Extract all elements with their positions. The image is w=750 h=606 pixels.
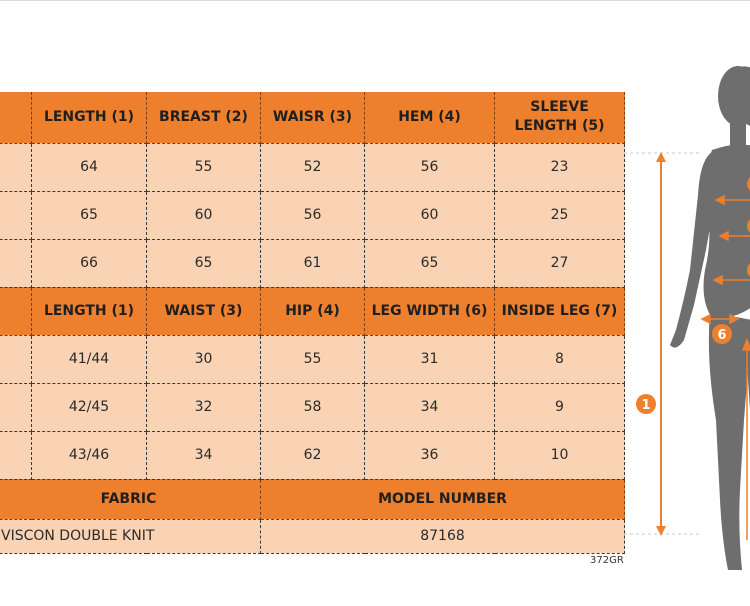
cell: 55 [261, 335, 365, 383]
cell: 66 [32, 239, 147, 287]
cell: 31 [365, 335, 495, 383]
bottom-header-leg-width: LEG WIDTH (6) [365, 287, 495, 335]
marker-6 [712, 324, 732, 344]
cell: 34 [147, 431, 261, 479]
bottom-header-inside-leg: INSIDE LEG (7) [495, 287, 625, 335]
marker-1 [636, 394, 656, 414]
cell: 42/45 [32, 383, 147, 431]
cell: 60 [147, 191, 261, 239]
top-header-length: LENGTH (1) [32, 92, 147, 143]
cell: 58 [261, 383, 365, 431]
cell: 30 [147, 335, 261, 383]
top-header-waist: WAISR (3) [261, 92, 365, 143]
height-arrow [656, 152, 666, 536]
cell: 9 [495, 383, 625, 431]
cell: 65 [147, 239, 261, 287]
bottom-header-hip: HIP (4) [261, 287, 365, 335]
cell: 65 [365, 239, 495, 287]
cell: 32 [147, 383, 261, 431]
cell: 36 [365, 431, 495, 479]
cell: 64 [32, 143, 147, 191]
fabric-value: VISCON DOUBLE KNIT [0, 519, 261, 553]
cell: 52 [261, 143, 365, 191]
cell: 61 [261, 239, 365, 287]
cell: 55 [147, 143, 261, 191]
model-number-value: 87168 [261, 519, 625, 553]
top-header-breast: BREAST (2) [147, 92, 261, 143]
product-code: 372GR [590, 555, 624, 566]
bottom-header-waist: WAIST (3) [147, 287, 261, 335]
model-number-label: MODEL NUMBER [261, 479, 625, 519]
cell: 56 [365, 143, 495, 191]
top-header-hem: HEM (4) [365, 92, 495, 143]
top-header-sleeve-length: SLEEVE LENGTH (5) [495, 92, 625, 143]
cell: 60 [365, 191, 495, 239]
cell: 8 [495, 335, 625, 383]
cell: 65 [32, 191, 147, 239]
cell: 25 [495, 191, 625, 239]
fabric-label: FABRIC [0, 479, 261, 519]
svg-text:1: 1 [641, 398, 651, 413]
cell: 56 [261, 191, 365, 239]
cell: 62 [261, 431, 365, 479]
cell: 23 [495, 143, 625, 191]
cell: 34 [365, 383, 495, 431]
cell: 27 [495, 239, 625, 287]
cell: 43/46 [32, 431, 147, 479]
bottom-header-length: LENGTH (1) [32, 287, 147, 335]
cell: 10 [495, 431, 625, 479]
svg-text:6: 6 [717, 328, 727, 343]
cell: 41/44 [32, 335, 147, 383]
